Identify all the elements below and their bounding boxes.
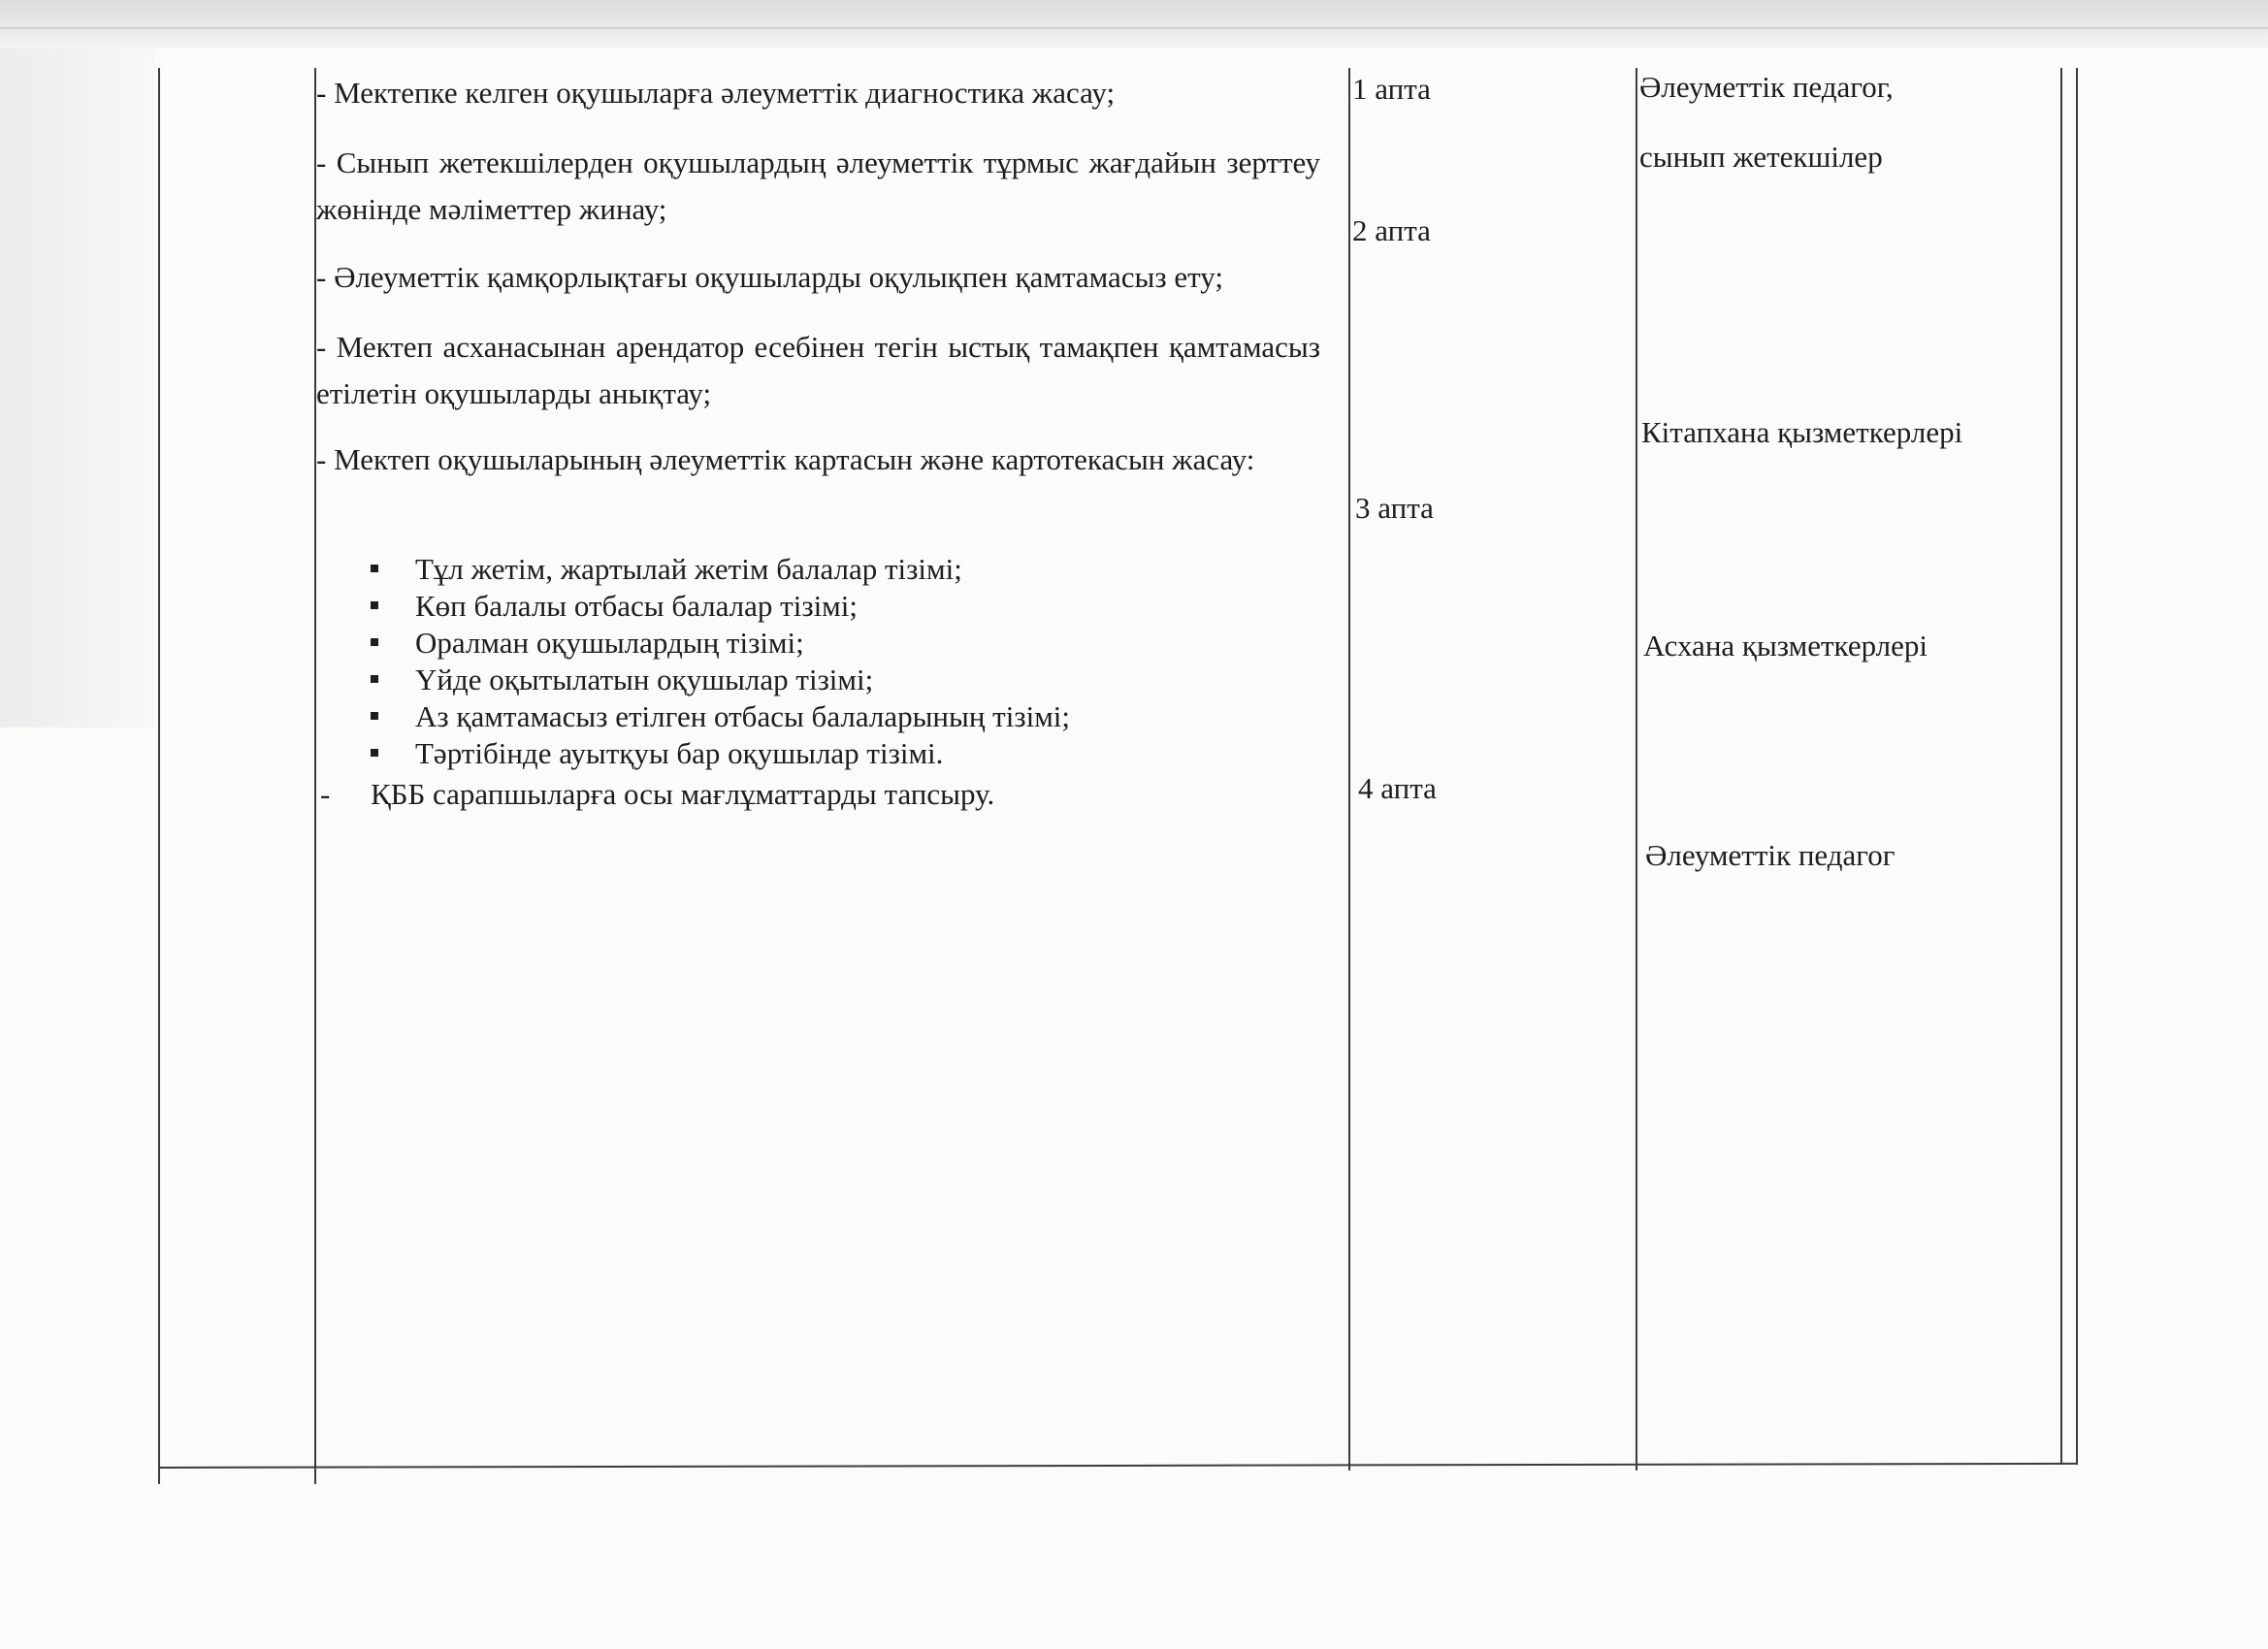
bullet-square-icon bbox=[371, 749, 378, 757]
task-item: - Әлеуметтік қамқорлықтағы оқушыларды оқулықпен қамтамасыз ету; bbox=[316, 260, 1223, 294]
week-label: 2 апта bbox=[1352, 213, 1431, 247]
bullet-square-icon bbox=[371, 565, 378, 572]
table-column-divider-2 bbox=[1348, 68, 1350, 1471]
week-label: 1 апта bbox=[1352, 72, 1431, 106]
final-task-text: ҚББ сарапшыларға осы мағлұматтарды тапсыру. bbox=[371, 777, 995, 811]
table-column-divider-3 bbox=[1636, 68, 1637, 1471]
bullet-square-icon bbox=[371, 601, 378, 609]
week-label: 4 апта bbox=[1358, 771, 1437, 805]
list-item: Аз қамтамасыз етілген отбасы балаларының тізімі; bbox=[371, 698, 1070, 735]
responsible-label: Кітапхана қызметкерлері bbox=[1641, 415, 1963, 449]
responsible-label: сынып жетекшілер bbox=[1639, 140, 1883, 174]
week-label: 3 апта bbox=[1355, 491, 1434, 525]
list-item: Оралман оқушылардың тізімі; bbox=[371, 625, 1070, 662]
page-left-shade bbox=[0, 48, 155, 728]
student-lists bbox=[371, 551, 1070, 772]
list-item: Тәртібінде ауытқуы бар оқушылар тізімі. bbox=[371, 735, 1070, 772]
list-item: Үйде оқытылатын оқушылар тізімі; bbox=[371, 662, 1070, 698]
task-item: - Сынып жетекшілерден оқушылардың әлеуметтік тұрмыс жағдайын зерттеу жөнінде мәліметтер жинау; bbox=[316, 146, 1320, 226]
scan-top-shadow bbox=[0, 0, 2268, 48]
table-border-left bbox=[158, 68, 160, 1484]
dash-marker: - bbox=[320, 777, 331, 811]
bullet-square-icon bbox=[371, 712, 378, 720]
list-item: Көп балалы отбасы балалар тізімі; bbox=[371, 588, 1070, 625]
table-border-right-inner bbox=[2060, 68, 2062, 1465]
responsible-label: Әлеуметтік педагог, bbox=[1639, 70, 1894, 104]
table-border-right-outer bbox=[2076, 68, 2078, 1465]
list-item: Тұл жетім, жартылай жетім балалар тізімі; bbox=[371, 551, 1070, 588]
final-task-item bbox=[320, 776, 994, 813]
responsible-label: Әлеуметтік педагог bbox=[1645, 838, 1895, 872]
responsible-label: Асхана қызметкерлері bbox=[1643, 629, 1928, 663]
task-item: - Мектеп асханасынан арендатор есебінен тегін ыстық тамақпен қамтамасыз етілетін оқушыларды анықтау; bbox=[316, 330, 1320, 410]
task-item: - Мектепке келген оқушыларға әлеуметтік диагностика жасау; bbox=[316, 76, 1116, 110]
task-item: - Мектеп оқушыларының әлеуметтік картасын және картотекасын жасау: bbox=[316, 442, 1255, 476]
scan-edge-line bbox=[0, 27, 2268, 29]
bullet-square-icon bbox=[371, 638, 378, 646]
bullet-square-icon bbox=[371, 675, 378, 683]
